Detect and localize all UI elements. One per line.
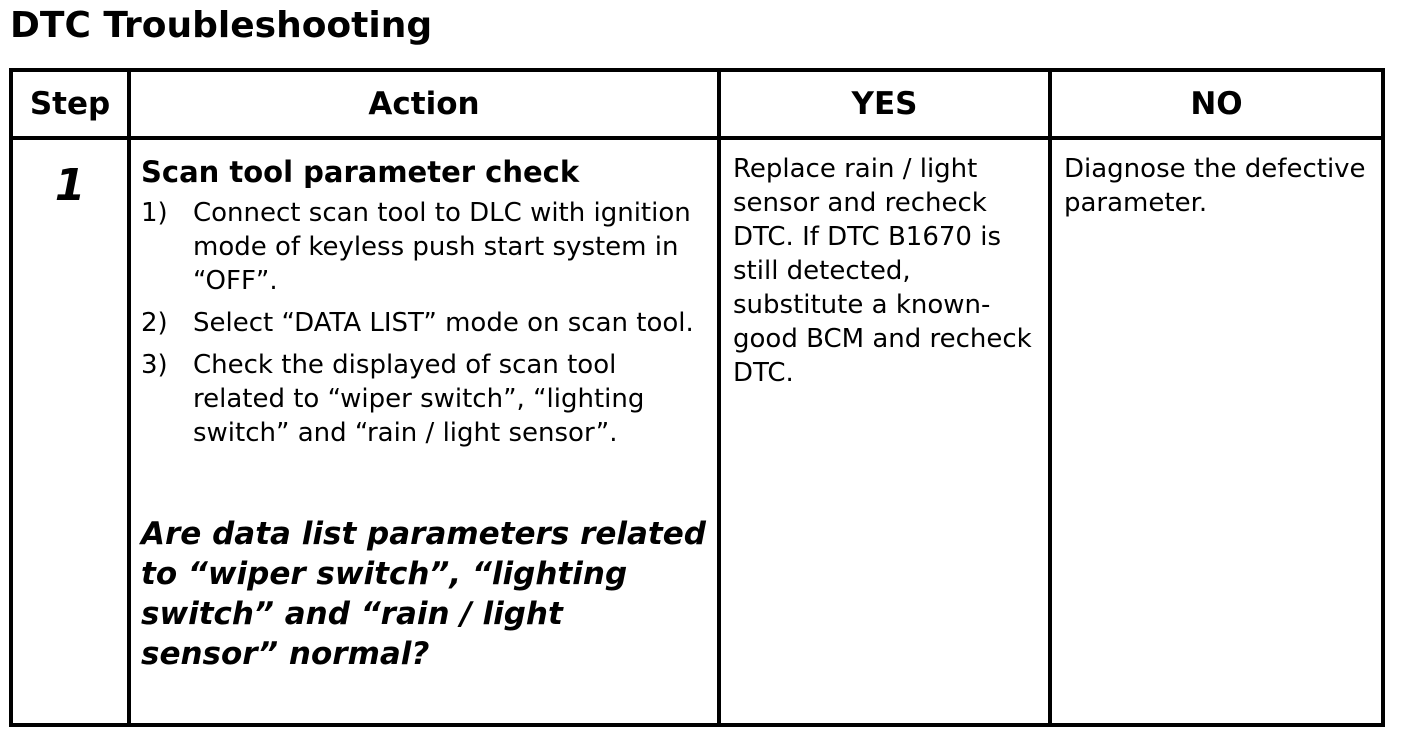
action-step-item xyxy=(141,348,707,450)
action-step-item xyxy=(141,196,707,298)
table-header-row xyxy=(11,70,1383,138)
action-step-number: 1) xyxy=(141,198,168,228)
yes-text: Replace rain / light sensor and recheck DTC. If DTC B1670 is still detected, substitute a known-good BCM and recheck DTC. xyxy=(733,154,1032,388)
no-cell xyxy=(1050,138,1383,725)
action-step-number: 3) xyxy=(141,350,168,380)
action-title: Scan tool parameter check xyxy=(141,155,580,189)
action-steps-list xyxy=(141,196,707,450)
yes-cell xyxy=(719,138,1050,725)
action-step-number: 2) xyxy=(141,308,168,338)
page-title: DTC Troubleshooting xyxy=(10,5,433,46)
header-yes: YES xyxy=(719,70,1050,138)
action-step-text: Select “DATA LIST” mode on scan tool. xyxy=(193,308,694,338)
step-number: 1 xyxy=(54,160,86,211)
header-step: Step xyxy=(11,70,129,138)
table-row xyxy=(11,138,1383,725)
action-step-text: Connect scan tool to DLC with ignition mode of keyless push start system in “OFF”. xyxy=(193,198,691,296)
step-cell xyxy=(11,138,129,725)
action-step-text: Check the displayed of scan tool related to “wiper switch”, “lighting switch” and “rain / light sensor”. xyxy=(193,350,645,448)
action-step-item xyxy=(141,306,707,340)
no-text: Diagnose the defective parameter. xyxy=(1064,154,1366,218)
check-question: Are data list parameters related to “wiper switch”, “lighting switch” and “rain / light sensor” normal? xyxy=(141,516,706,672)
header-action: Action xyxy=(129,70,719,138)
header-no: NO xyxy=(1050,70,1383,138)
action-cell xyxy=(129,138,719,725)
dtc-troubleshooting-table xyxy=(9,68,1385,727)
